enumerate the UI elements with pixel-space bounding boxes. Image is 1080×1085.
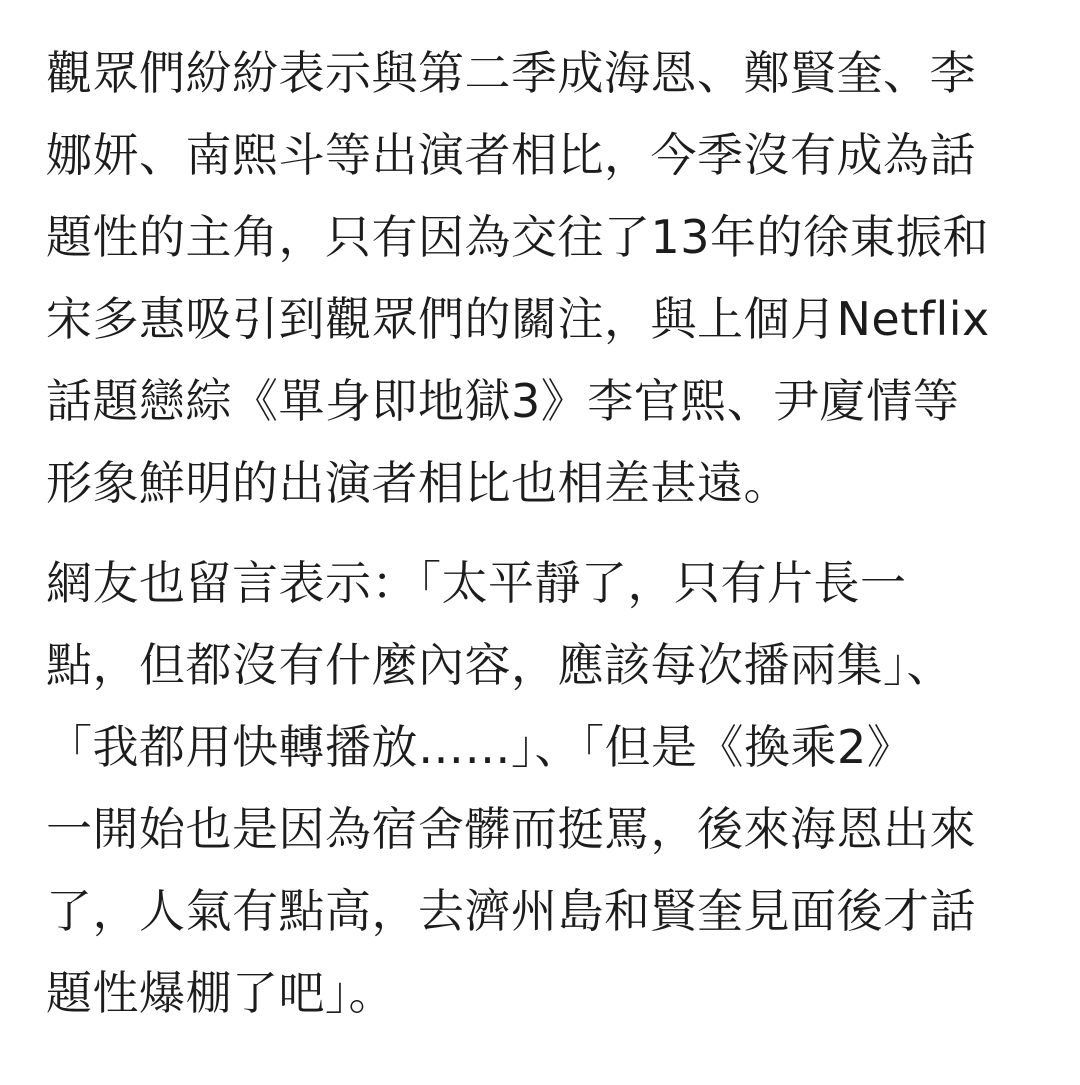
text-line: 形象鮮明的出演者相比也相差甚遠。 [46,456,790,510]
paragraph-1 [46,32,1036,524]
text-line: 話題戀綜《單身即地獄3》李官熙、尹廈情等 [46,374,960,428]
text-line: 題性的主角，只有因為交往了13年的徐東振和 [46,210,990,264]
article-body [46,32,1036,1034]
text-line: 觀眾們紛紛表示與第二季成海恩、鄭賢奎、李 [46,46,976,100]
text-line: 「我都用快轉播放……」、「但是《換乘2》 [46,720,914,774]
text-line: 題性爆棚了吧」。 [46,966,395,1020]
text-line: 一開始也是因為宿舍髒而挺罵，後來海恩出來 [46,802,976,856]
text-line: 了，人氣有點高，去濟州島和賢奎見面後才話 [46,884,976,938]
text-line: 宋多惠吸引到觀眾們的關注，與上個月Netflix [46,292,990,346]
text-line: 點，但都沒有什麼內容，應該每次播兩集」、 [46,638,953,692]
text-line: 娜妍、南熙斗等出演者相比，今季沒有成為話 [46,128,976,182]
paragraph-2 [46,542,1036,1034]
text-line: 網友也留言表示：「太平靜了，只有片長一 [46,556,907,610]
